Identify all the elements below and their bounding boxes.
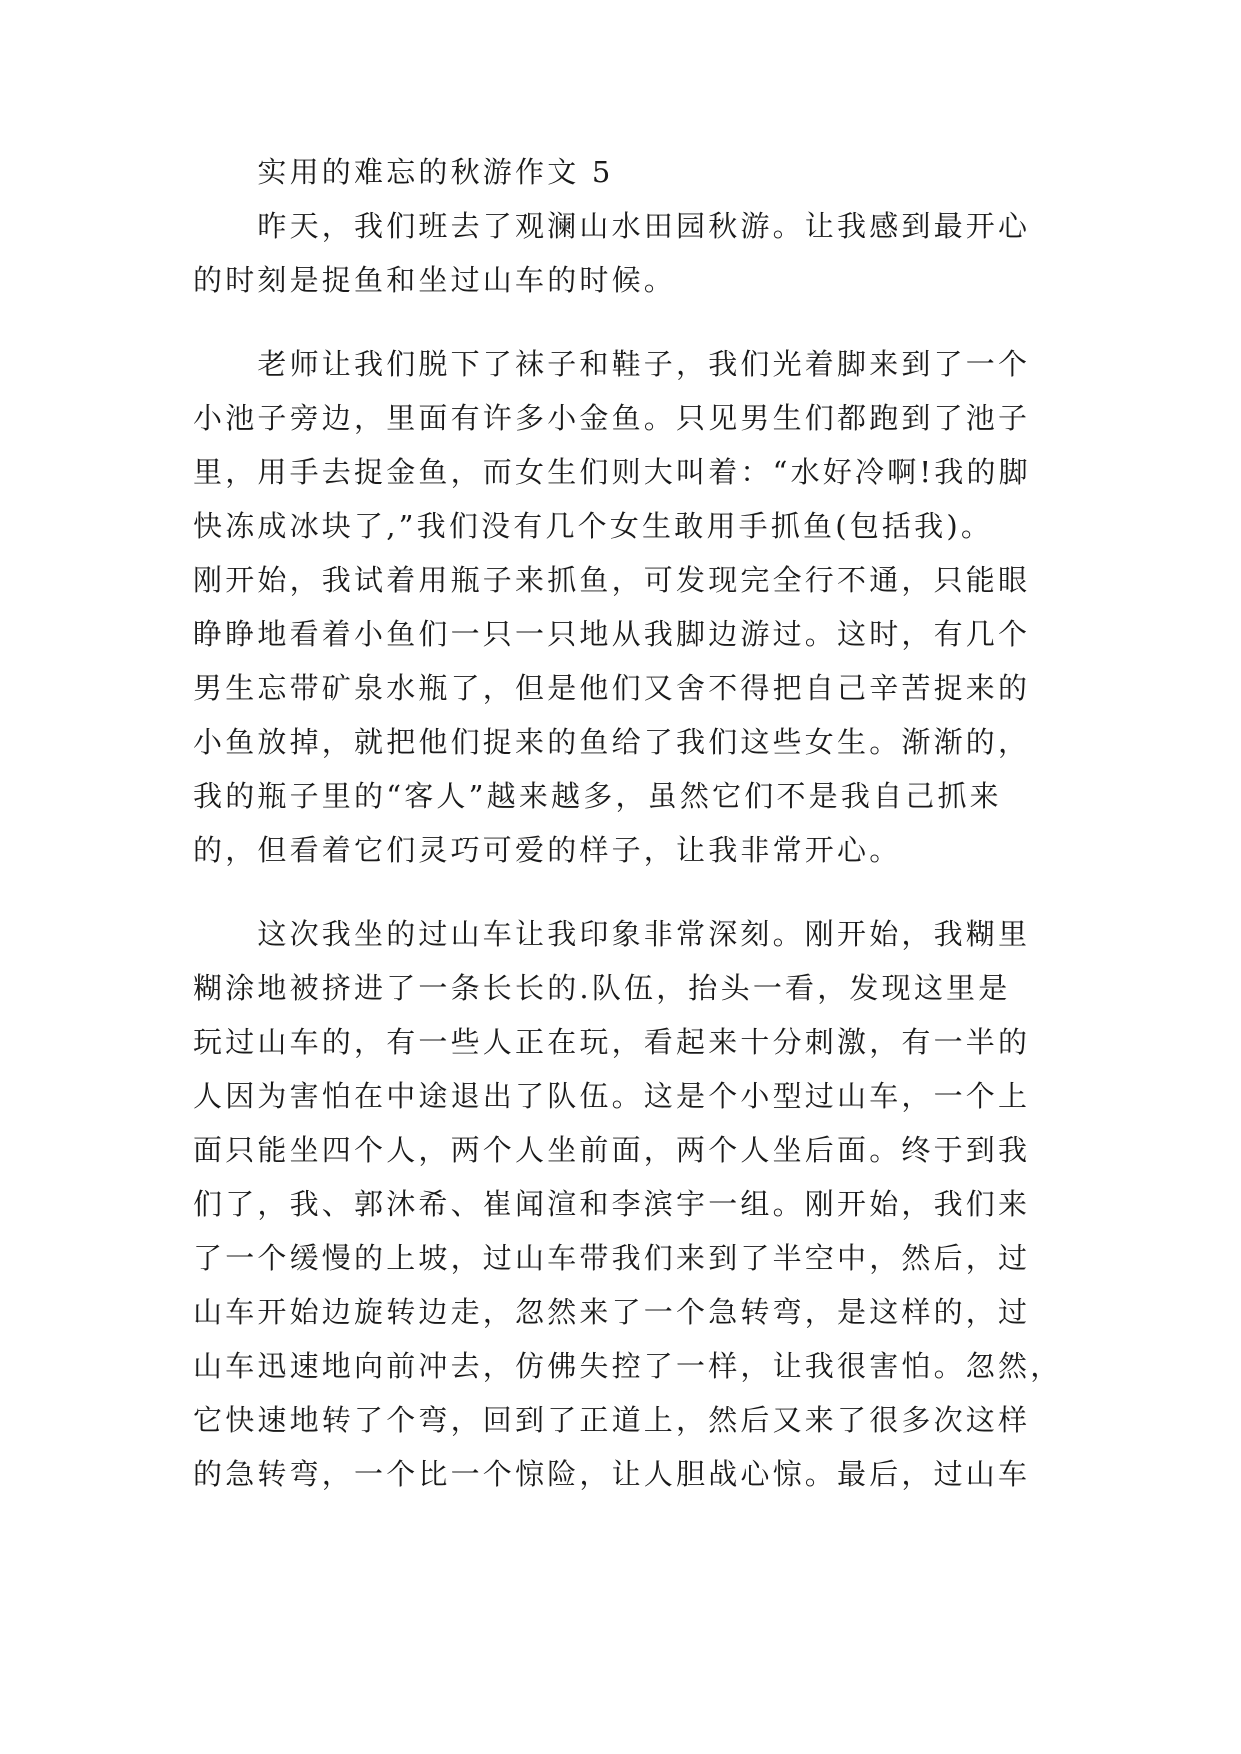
text-line: 人因为害怕在中途退出了队伍。这是个小型过山车，一个上 — [193, 1079, 1031, 1113]
text-line: 我的瓶子里的“客人”越来越多，虽然它们不是我自己抓来 — [193, 779, 1002, 813]
text-line: 们了，我、郭沐希、崔闻渲和李滨宇一组。刚开始，我们来 — [193, 1187, 1031, 1221]
text-line: 这次我坐的过山车让我印象非常深刻。刚开始，我糊里 — [193, 917, 1031, 951]
text-line: 刚开始，我试着用瓶子来抓鱼，可发现完全行不通，只能眼 — [193, 563, 1031, 597]
text-line: 了一个缓慢的上坡，过山车带我们来到了半空中，然后，过 — [193, 1241, 1031, 1275]
text-line: 面只能坐四个人，两个人坐前面，两个人坐后面。终于到我 — [193, 1133, 1031, 1167]
text-line: 的时刻是捉鱼和坐过山车的时候。 — [193, 263, 677, 297]
text-line: 睁睁地看着小鱼们一只一只地从我脚边游过。这时，有几个 — [193, 617, 1031, 651]
text-line: 小池子旁边，里面有许多小金鱼。只见男生们都跑到了池子 — [193, 401, 1031, 435]
text-line: 昨天，我们班去了观澜山水田园秋游。让我感到最开心 — [193, 209, 1031, 243]
text-line: 小鱼放掉，就把他们捉来的鱼给了我们这些女生。渐渐的， — [193, 725, 1031, 759]
text-line: 的，但看着它们灵巧可爱的样子，让我非常开心。 — [193, 833, 902, 867]
text-line: 糊涂地被挤进了一条长长的.队伍，抬头一看，发现这里是 — [193, 971, 1011, 1005]
document-title: 实用的难忘的秋游作文 5 — [193, 155, 614, 189]
text-line: 快冻成冰块了,”我们没有几个女生敢用手抓鱼(包括我)。 — [193, 509, 994, 543]
text-line: 山车迅速地向前冲去，仿佛失控了一样，让我很害怕。忽然， — [193, 1349, 1063, 1383]
text-line: 山车开始边旋转边走，忽然来了一个急转弯，是这样的，过 — [193, 1295, 1031, 1329]
text-line: 男生忘带矿泉水瓶了，但是他们又舍不得把自己辛苦捉来的 — [193, 671, 1031, 705]
text-line: 老师让我们脱下了袜子和鞋子，我们光着脚来到了一个 — [193, 347, 1031, 381]
text-line: 玩过山车的，有一些人正在玩，看起来十分刺激，有一半的 — [193, 1025, 1031, 1059]
text-line: 它快速地转了个弯，回到了正道上，然后又来了很多次这样 — [193, 1403, 1031, 1437]
text-line: 的急转弯，一个比一个惊险，让人胆战心惊。最后，过山车 — [193, 1457, 1031, 1491]
text-line: 里，用手去捉金鱼，而女生们则大叫着：“水好冷啊!我的脚 — [193, 455, 1031, 489]
